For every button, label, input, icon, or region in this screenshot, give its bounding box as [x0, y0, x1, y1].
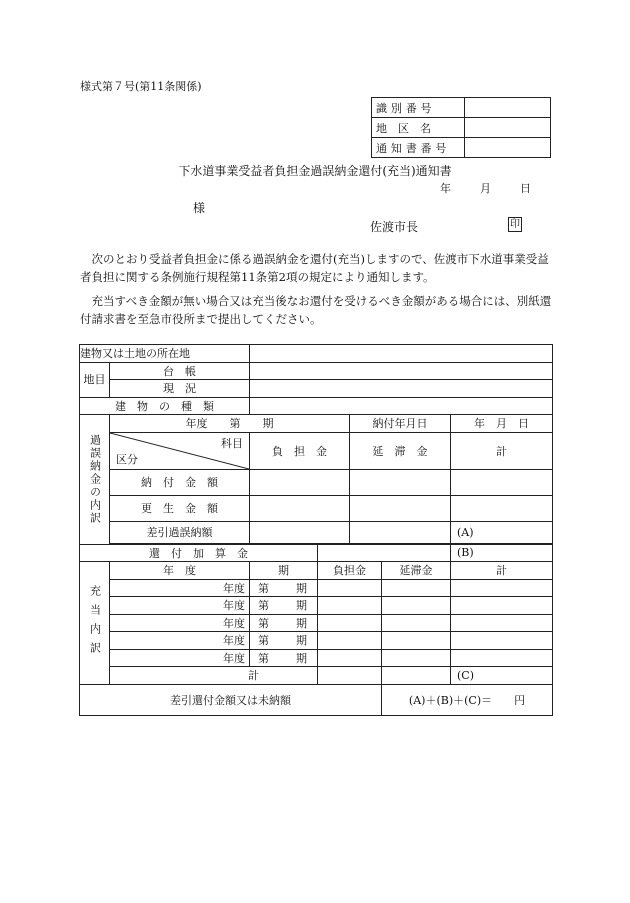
juto-kei[interactable]: [451, 614, 553, 632]
juto-section-text: 充当内訳: [88, 584, 102, 661]
final-formula: (A)＋(B)＋(C)＝ 円: [382, 684, 553, 715]
ki-label: 期: [296, 651, 307, 665]
daicho-value[interactable]: [250, 362, 553, 380]
table-row: [80, 614, 553, 632]
juto-kei[interactable]: [451, 632, 553, 650]
table-row: [80, 469, 553, 495]
location-label: 建物又は土地の所在地: [80, 345, 250, 363]
seal-mark: 印: [510, 219, 520, 230]
table-row: [80, 345, 553, 363]
juto-ki[interactable]: [250, 579, 318, 597]
mark-a-cell[interactable]: [451, 521, 553, 543]
juto-nendo[interactable]: 年度: [110, 597, 250, 615]
genkyo-label: 現 況: [110, 380, 250, 398]
table-row: [80, 397, 553, 415]
genkyo-value[interactable]: [250, 380, 553, 398]
kanpu-kasan-label: 還 付 加 算 金: [80, 544, 318, 562]
kosei-kei-value[interactable]: [451, 495, 553, 521]
ki-label: 期: [296, 634, 307, 648]
juto-ki[interactable]: [250, 632, 318, 650]
kago-section-label: [80, 415, 110, 545]
juto-total-label: 計: [110, 667, 318, 685]
juto-ki[interactable]: [250, 597, 318, 615]
kubun-label: 区分: [116, 452, 138, 466]
entaikin2-header: 延滞金: [382, 562, 451, 580]
table-row: [80, 521, 553, 543]
table-row: [80, 544, 553, 562]
location-value[interactable]: [250, 345, 553, 363]
juto-futankin[interactable]: [318, 632, 382, 650]
nofu-gaku-label: 納 付 金 額: [110, 469, 250, 495]
table-row: [80, 432, 553, 469]
kosei-gaku-label: 更 生 金 額: [110, 495, 250, 521]
kamoku-label: 科目: [221, 436, 243, 450]
futankin-header: 負 担 金: [250, 432, 350, 469]
dai-label: 第: [258, 581, 269, 595]
ki-label: 期: [296, 616, 307, 630]
juto-total-entaikin[interactable]: [382, 667, 451, 685]
id-table: [371, 97, 551, 158]
juto-kei[interactable]: [451, 649, 553, 667]
form-number-label: 様式第７号(第11条関係): [80, 80, 202, 93]
kago-section-text: 過誤納金の内訳: [88, 433, 102, 525]
building-type-value[interactable]: [250, 397, 553, 415]
table-row: [80, 667, 553, 685]
mark-c-cell[interactable]: [451, 667, 553, 685]
entaikin-header: 延 滞 金: [350, 432, 451, 469]
juto-kei[interactable]: [451, 597, 553, 615]
ki-label: 期: [296, 581, 307, 595]
futankin2-header: 負担金: [318, 562, 382, 580]
juto-futankin[interactable]: [318, 614, 382, 632]
mark-b-cell[interactable]: [451, 544, 553, 562]
issue-date: [440, 180, 531, 196]
sashihiki-entaikin-value[interactable]: [350, 521, 451, 543]
juto-ki[interactable]: [250, 614, 318, 632]
id-value-tsuchisho[interactable]: [465, 138, 551, 158]
daicho-label: 台 帳: [110, 362, 250, 380]
sashihiki-kago-label: 差引過誤納額: [110, 521, 250, 543]
juto-entaikin[interactable]: [382, 579, 451, 597]
mark-c: (C): [457, 668, 474, 682]
kamoku-kubun-cell: [110, 432, 250, 469]
juto-entaikin[interactable]: [382, 632, 451, 650]
table-row: [80, 579, 553, 597]
date-day: 日: [520, 182, 531, 195]
nofu-entaikin-value[interactable]: [350, 469, 451, 495]
date-month: 月: [480, 182, 491, 195]
ymd-label: 年 月 日: [451, 415, 553, 433]
kosei-entaikin-value[interactable]: [350, 495, 451, 521]
id-value-shikibetsu[interactable]: [465, 98, 551, 118]
mark-b: (B): [457, 546, 474, 560]
kosei-futankin-value[interactable]: [250, 495, 350, 521]
refund-details-table: [79, 344, 553, 716]
id-label-tsuchisho: 通知書番号: [372, 138, 465, 158]
juto-ki[interactable]: [250, 649, 318, 667]
kanpu-kasan-value[interactable]: [318, 544, 451, 562]
juto-entaikin[interactable]: [382, 597, 451, 615]
sashihiki-futankin-value[interactable]: [250, 521, 350, 543]
table-row: [80, 562, 553, 580]
juto-section-label: [80, 562, 110, 685]
document-title: 下水道事業受益者負担金過誤納金還付(充当)通知書: [178, 164, 452, 178]
juto-futankin[interactable]: [318, 579, 382, 597]
dai-label: 第: [258, 616, 269, 630]
dai-label: 第: [258, 599, 269, 613]
juto-nendo[interactable]: 年度: [110, 614, 250, 632]
juto-nendo[interactable]: 年度: [110, 579, 250, 597]
final-label: 差引還付金額又は未納額: [80, 684, 382, 715]
id-value-chiku[interactable]: [465, 118, 551, 138]
juto-nendo[interactable]: 年度: [110, 632, 250, 650]
table-row: [80, 684, 553, 715]
id-row: [372, 138, 551, 158]
notice-paragraph: 充当すべき金額が無い場合又は充当後なお還付を受けるべき金額がある場合には、別紙還付請求書を至急市役所まで提出してください。: [80, 294, 552, 326]
nendo-header: 年 度: [110, 562, 250, 580]
issuer-name: 佐渡市長: [370, 220, 419, 234]
juto-futankin[interactable]: [318, 649, 382, 667]
table-row: [80, 632, 553, 650]
nendo-ki-header: 年度 第 期: [110, 415, 350, 433]
chimoku-label: 地目: [80, 362, 110, 397]
juto-kei[interactable]: [451, 579, 553, 597]
juto-nendo[interactable]: 年度: [110, 649, 250, 667]
table-row: [80, 362, 553, 380]
table-row: [80, 415, 553, 433]
table-row: [80, 597, 553, 615]
id-label-shikibetsu: 識別番号: [372, 98, 465, 118]
notice-paragraph: 次のとおり受益者負担金に係る過誤納金を還付(充当)しますので、佐渡市下水道事業受益者負担に関する条例施行規程第11条第2項の規定により通知します。: [80, 252, 549, 284]
table-row: [80, 495, 553, 521]
nofu-kei-value[interactable]: [451, 469, 553, 495]
id-label-chiku: 地 区 名: [372, 118, 465, 138]
kei2-header: 計: [451, 562, 553, 580]
juto-total-futankin[interactable]: [318, 667, 382, 685]
table-row: [80, 649, 553, 667]
table-row: [80, 380, 553, 398]
id-row: [372, 118, 551, 138]
juto-futankin[interactable]: [318, 597, 382, 615]
ki-header: 期: [250, 562, 318, 580]
id-row: [372, 98, 551, 118]
juto-entaikin[interactable]: [382, 649, 451, 667]
nofu-futankin-value[interactable]: [250, 469, 350, 495]
dai-label: 第: [258, 634, 269, 648]
mark-a: (A): [457, 525, 474, 539]
juto-entaikin[interactable]: [382, 614, 451, 632]
kei-header: 計: [451, 432, 553, 469]
dai-label: 第: [258, 651, 269, 665]
date-year: 年: [440, 182, 451, 195]
building-type-label: 建 物 の 種 類: [80, 397, 250, 415]
addressee-suffix: 様: [193, 201, 206, 215]
ki-label: 期: [296, 599, 307, 613]
nofu-date-label: 納付年月日: [350, 415, 451, 433]
